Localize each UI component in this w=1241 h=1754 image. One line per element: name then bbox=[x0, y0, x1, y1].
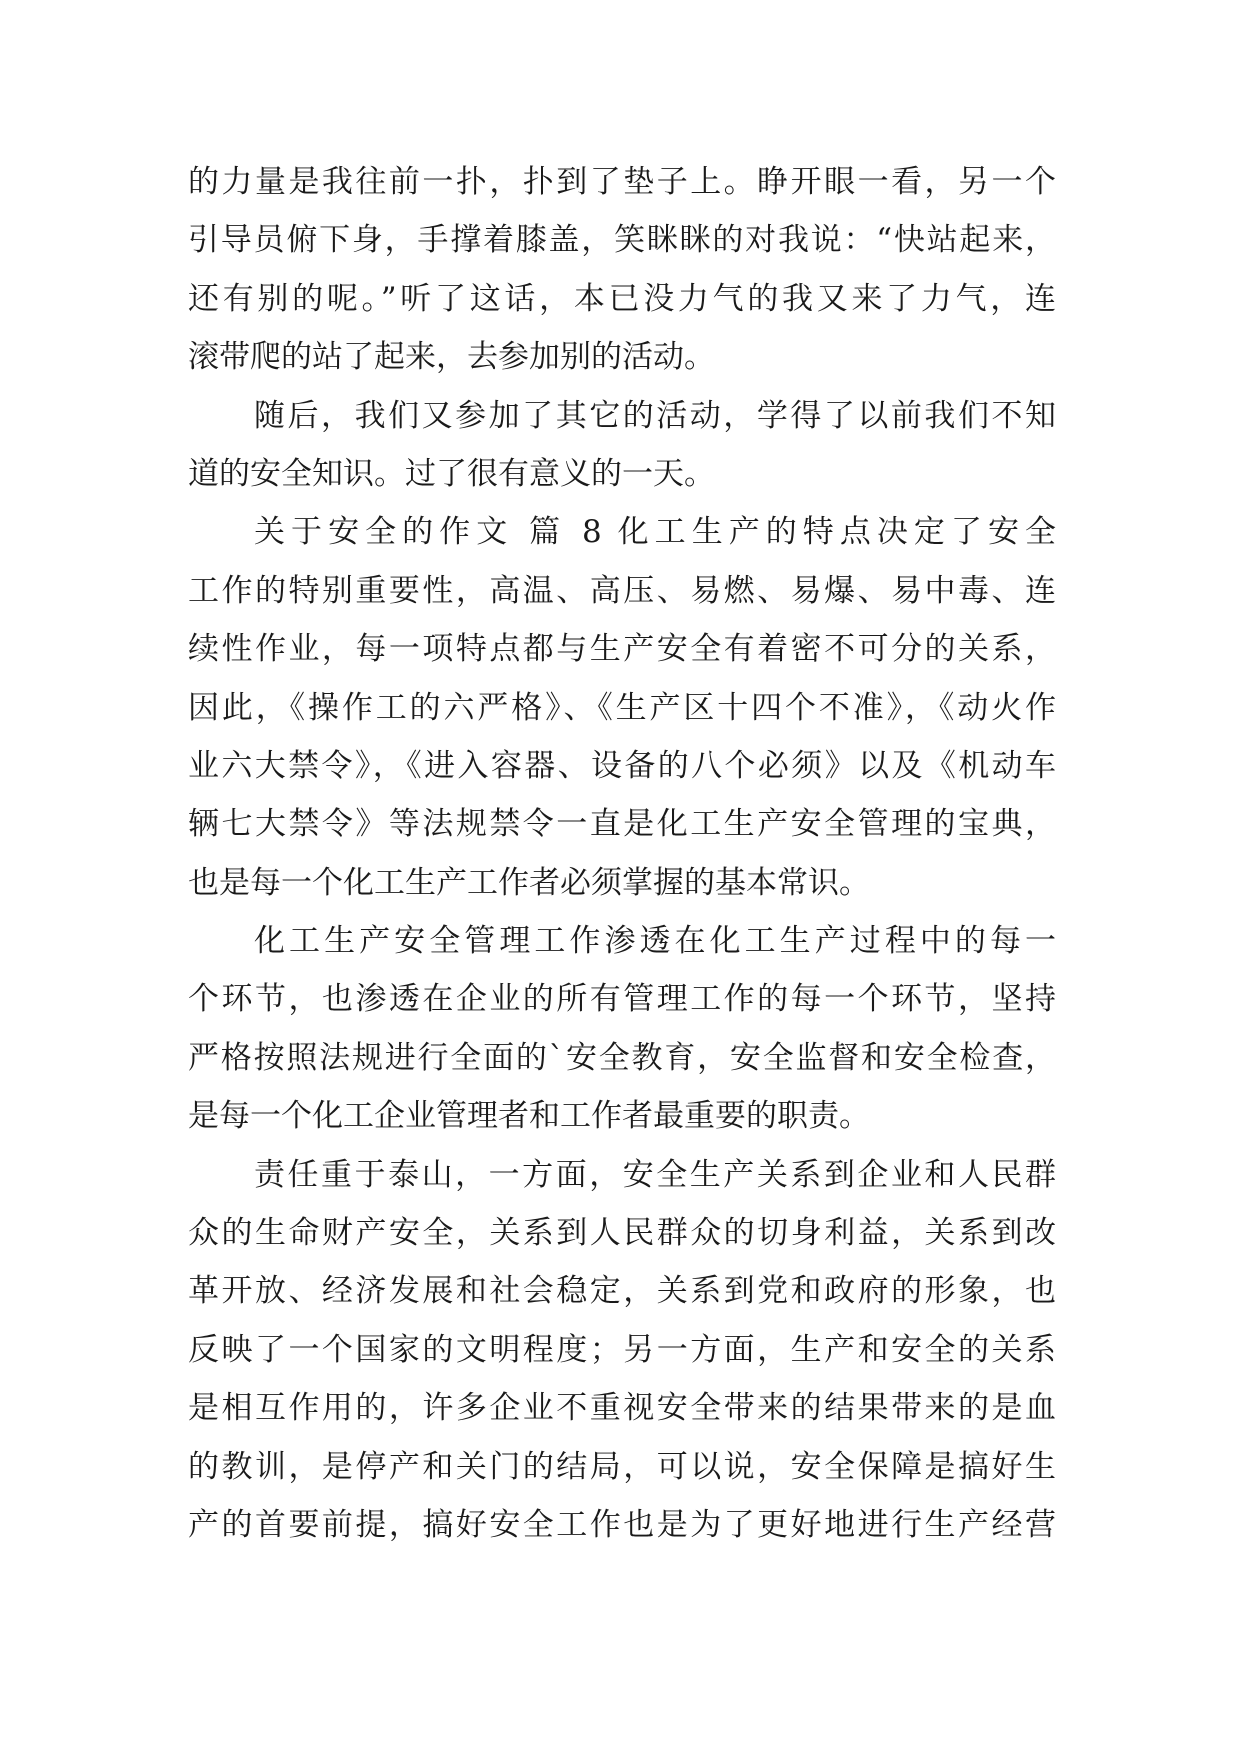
text-line: 化工生产安全管理工作渗透在化工生产过程中的每一 bbox=[254, 923, 1056, 960]
text-line: 责任重于泰山，一方面，安全生产关系到企业和人民群 bbox=[254, 1156, 1056, 1193]
text-line: 滚带爬的站了起来，去参加别的活动。 bbox=[188, 339, 715, 376]
text-line: 也是每一个化工生产工作者必须掌握的基本常识。 bbox=[188, 864, 870, 901]
text-line: 道的安全知识。过了很有意义的一天。 bbox=[188, 455, 715, 492]
text-line: 严格按照法规进行全面的`安全教育，安全监督和安全检查， bbox=[188, 1039, 1056, 1076]
text-line: 是相互作用的，许多企业不重视安全带来的结果带来的是血 bbox=[188, 1390, 1056, 1427]
text-line: 是每一个化工企业管理者和工作者最重要的职责。 bbox=[188, 1098, 870, 1135]
body-text bbox=[188, 153, 1056, 1554]
text-line: 工作的特别重要性，高温、高压、易燃、易爆、易中毒、连 bbox=[188, 572, 1056, 609]
text-line: 个环节，也渗透在企业的所有管理工作的每一个环节，坚持 bbox=[188, 981, 1056, 1018]
text-line: 反映了一个国家的文明程度；另一方面，生产和安全的关系 bbox=[188, 1331, 1056, 1368]
text-line: 关于安全的作文 篇 8 化工生产的特点决定了安全 bbox=[254, 514, 1056, 551]
text-line: 的力量是我往前一扑，扑到了垫子上。睁开眼一看，另一个 bbox=[188, 164, 1056, 200]
text-line: 随后，我们又参加了其它的活动，学得了以前我们不知 bbox=[254, 397, 1056, 434]
text-line: 业六大禁令》，《进入容器、设备的八个必须》以及《机动车 bbox=[188, 747, 1056, 784]
text-line: 还有别的呢。”听了这话，本已没力气的我又来了力气，连 bbox=[188, 280, 1056, 317]
text-line: 因此，《操作工的六严格》、《生产区十四个不准》，《动火作 bbox=[188, 689, 1056, 726]
text-line: 革开放、经济发展和社会稳定，关系到党和政府的形象，也 bbox=[188, 1273, 1056, 1310]
text-line: 续性作业，每一项特点都与生产安全有着密不可分的关系， bbox=[188, 631, 1056, 668]
text-line: 辆七大禁令》等法规禁令一直是化工生产安全管理的宝典， bbox=[188, 806, 1056, 843]
text-line: 产的首要前提，搞好安全工作也是为了更好地进行生产经营 bbox=[188, 1506, 1056, 1543]
text-line: 众的生命财产安全，关系到人民群众的切身利益，关系到改 bbox=[188, 1215, 1056, 1252]
text-line: 的教训，是停产和关门的结局，可以说，安全保障是搞好生 bbox=[188, 1448, 1056, 1485]
text-line: 引导员俯下身，手撑着膝盖，笑眯眯的对我说：“快站起来， bbox=[188, 222, 1056, 259]
